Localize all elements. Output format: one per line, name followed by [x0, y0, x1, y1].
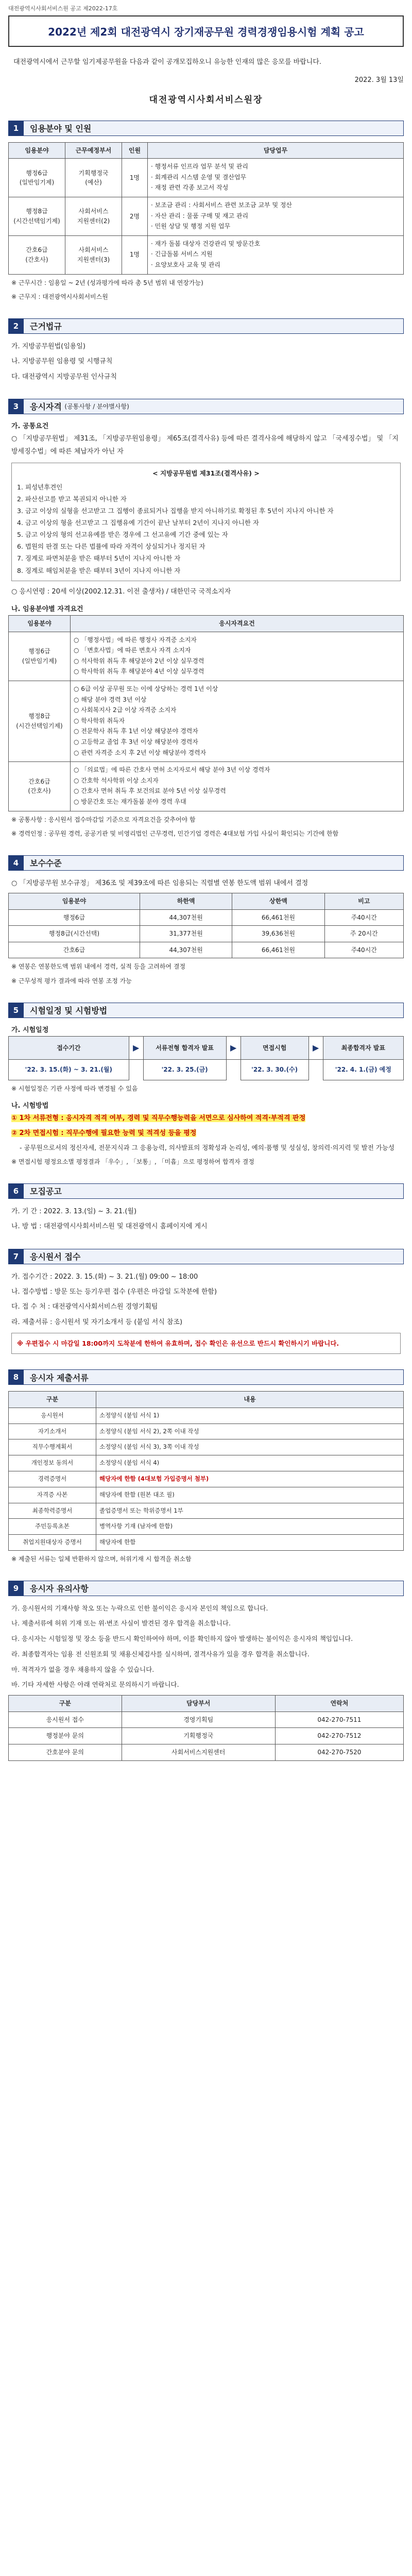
duty-item: · 보조금 관리 : 사회서비스 관련 보조금 교부 및 정산	[151, 201, 293, 209]
box-item: 7. 징계로 파면처분을 받은 때부터 5년이 지나지 아니한 자	[17, 554, 181, 563]
req-item: ○ 해당 분야 경력 3년 이상	[74, 696, 147, 703]
req-list	[71, 681, 404, 761]
section-number: 4	[8, 855, 24, 871]
position-field: 행정8급 (시간선택임기제)	[9, 197, 65, 236]
doc-desc: 해당자에 한함	[96, 1535, 404, 1551]
contact-phone: 042-270-7511	[275, 1711, 403, 1728]
salary-note: 주40시간	[324, 909, 403, 926]
salary-field: 행정8급(시간선택)	[9, 926, 140, 942]
doc-desc: 소정양식 (붙임 서식 3), 3쪽 이내 작성	[96, 1439, 404, 1455]
documents-table	[8, 1391, 404, 1551]
section-6-header	[8, 1183, 404, 1199]
req-item: ○ 고등학교 졸업 후 3년 이상 해당분야 경력자	[74, 738, 198, 745]
table-row	[9, 1519, 404, 1535]
req-item: ○ 관련 자격증 소지 후 2년 이상 해당분야 경력자	[74, 749, 207, 756]
table-header: 임용분야	[9, 893, 140, 910]
position-dept: 기획행정국 (예산)	[65, 159, 122, 197]
contact-phone: 042-270-7512	[275, 1728, 403, 1744]
position-count: 1명	[122, 159, 148, 197]
contact-type: 행정분야 문의	[9, 1728, 122, 1744]
duty-item: · 요양보호사 교육 및 관리	[151, 261, 220, 269]
section-3-header	[8, 399, 404, 414]
salary-high: 66,461천원	[232, 909, 324, 926]
table-row	[9, 1503, 404, 1519]
box-item: 2. 파산선고를 받고 복권되지 아니한 자	[17, 495, 127, 503]
caution-item: 바. 기타 자세한 사항은 아래 연락처로 문의하시기 바랍니다.	[11, 1681, 179, 1689]
req-item: ○ 학사학위 취득자	[74, 717, 125, 724]
doc-name: 최종학력증명서	[9, 1503, 96, 1519]
application-item: 나. 접수방법 : 방문 또는 등기우편 접수 (우편은 마감일 도착분에 한함)	[11, 1288, 217, 1296]
contact-type: 응시원서 접수	[9, 1711, 122, 1728]
table-header: 응시자격요건	[71, 616, 404, 632]
table-row	[9, 909, 404, 926]
box-item: 4. 금고 이상의 형을 선고받고 그 집행유예 기간이 끝난 날부터 2년이 지나지 아니한 자	[17, 519, 260, 527]
section-note: ※ 면접시험 평정요소별 평정결과 「우수」, 「보통」, 「미흡」으로 평정하여 합격자 결정	[11, 1158, 254, 1166]
section-number: 2	[8, 318, 24, 334]
salary-note: 주40시간	[324, 942, 403, 958]
arrow-icon: ▶	[226, 1036, 241, 1060]
doc-desc: 해당자에 한함 (4대보험 가입증명서 첨부)	[96, 1471, 404, 1487]
contact-phone: 042-270-7520	[275, 1744, 403, 1760]
section-title: 응시자 유의사항	[24, 1581, 404, 1596]
doc-name: 주민등록초본	[9, 1519, 96, 1535]
table-row	[9, 762, 404, 811]
section-number: 9	[8, 1581, 24, 1596]
section-title	[24, 399, 404, 414]
salary-low: 44,307천원	[140, 909, 232, 926]
salary-high: 39,636천원	[232, 926, 324, 942]
table-header: 면접시험	[241, 1036, 308, 1060]
table-header: 접수기간	[9, 1036, 129, 1060]
schedule-date: '22. 3. 15.(화) ~ 3. 21.(월)	[9, 1060, 129, 1080]
table-header: 담당업무	[148, 142, 404, 159]
announcement-item: 나. 방 법 : 대전광역시사회서비스원 및 대전광역시 홈페이지에 게시	[11, 1223, 208, 1231]
section-number: 1	[8, 121, 24, 136]
req-item: ○ 「행정사법」에 따른 행정사 자격증 소지자	[74, 636, 197, 643]
issuing-organization: 대전광역시사회서비스원장	[149, 94, 263, 105]
doc-desc: 병역사항 기재 (남자에 한함)	[96, 1519, 404, 1535]
position-count: 2명	[122, 197, 148, 236]
duty-item: · 회계관리 시스템 운영 및 결산업무	[151, 173, 247, 181]
req-item: ○ 석사학위 취득 후 해당분야 2년 이상 실무경력	[74, 657, 204, 665]
section-1-header	[8, 121, 404, 136]
contact-dept: 기획행정국	[122, 1728, 275, 1744]
section-note: ※ 시험일정은 기관 사정에 따라 변경될 수 있음	[11, 1084, 138, 1092]
position-field: 행정6급 (일반임기제)	[9, 159, 65, 197]
box-item: 5. 금고 이상의 형의 선고유예를 받은 경우에 그 선고유예 기간 중에 있는 자	[17, 531, 228, 539]
doc-desc: 소정양식 (붙임 서식 1)	[96, 1408, 404, 1423]
req-list	[71, 632, 404, 681]
table-row	[9, 926, 404, 942]
table-row	[9, 1744, 404, 1760]
section-title: 보수수준	[24, 855, 404, 871]
table-header: 비고	[324, 893, 403, 910]
exam-method-item	[11, 1112, 404, 1125]
notice-title: 2022년 제2회 대전광역시 장기재공무원 경력경쟁임용시험 계획 공고	[8, 15, 404, 47]
table-row	[9, 1535, 404, 1551]
req-item: ○ 간호학 석사학위 이상 소지자	[74, 776, 159, 784]
req-item: ○ 학사학위 취득 후 해당분야 4년 이상 실무경력	[74, 668, 204, 675]
section-note: ※ 연봉은 연봉한도액 범위 내에서 경력, 실적 등을 고려하여 결정	[11, 963, 186, 971]
section-title: 응시원서 접수	[24, 1249, 404, 1264]
schedule-date: '22. 3. 30.(수)	[241, 1060, 308, 1080]
table-header: 최종합격자 발표	[323, 1036, 403, 1060]
box-item: 3. 금고 이상의 실형을 선고받고 그 집행이 종료되거나 집행을 받지 아니하기로 확정된 후 5년이 지나지 아니한 자	[17, 506, 334, 515]
exam-method-detail: - 공무원으로서의 정신자세, 전문지식과 그 응용능력, 의사발표의 정확성과 논리성, 예의·품행 및 성실성, 창의력·의지력 및 발전 가능성	[20, 1144, 394, 1152]
caution-item: 가. 응시원서의 기재사항 착오 또는 누락으로 인한 불이익은 응시자 본인의 책임으로 합니다.	[11, 1604, 268, 1612]
announcement-item: 가. 기 간 : 2022. 3. 13.(일) ~ 3. 21.(월)	[11, 1207, 137, 1215]
table-header: 구분	[9, 1696, 122, 1712]
schedule-date: '22. 4. 1.(금) 예정	[323, 1060, 403, 1080]
doc-name: 취업지원대상자 증명서	[9, 1535, 96, 1551]
req-item: ○ 방문간호 또는 재가돌봄 분야 경력 우대	[74, 798, 186, 805]
req-field: 행정8급 (시간선택임기제)	[9, 681, 71, 761]
caution-item: 나. 제출서류에 허위 기재 또는 위·변조 사실이 발견된 경우 합격을 취소합니다.	[11, 1619, 231, 1628]
table-header: 임용분야	[9, 616, 71, 632]
intro-text: 대전광역시에서 근무할 임기제공무원을 다음과 같이 공개모집하오니 유능한 인재의 많은 응모를 바랍니다.	[13, 58, 322, 66]
table-row	[9, 681, 404, 761]
doc-desc: 소정양식 (붙임 서식 4)	[96, 1455, 404, 1471]
table-header: 근무예정부서	[65, 142, 122, 159]
caution-item: 라. 최종합격자는 임용 전 신원조회 및 채용신체검사를 실시하며, 결격사유가 있을 경우 합격을 취소합니다.	[11, 1650, 310, 1658]
section-2-header	[8, 318, 404, 334]
position-count: 1명	[122, 235, 148, 274]
section-9-header	[8, 1581, 404, 1596]
box-item: 1. 피성년후견인	[17, 483, 63, 491]
schedule-table	[8, 1036, 404, 1080]
doc-desc: 해당자에 한함 (원본 대조 필)	[96, 1487, 404, 1503]
table-header: 내용	[96, 1392, 404, 1408]
section-note: ※ 제출된 서류는 일체 반환하지 않으며, 허위기재 시 합격을 취소함	[11, 1555, 192, 1563]
notice-number: 대전광역시사회서비스원 공고 제2022-17호	[8, 5, 118, 12]
contact-dept: 사회서비스지원센터	[122, 1744, 275, 1760]
table-row	[9, 632, 404, 681]
highlighted-text: ① 1차 서류전형 : 응시자격 적격 여부, 경력 및 직무수행능력을 서면으로 심사하여 적격·부적격 판정	[11, 1114, 306, 1122]
table-row	[9, 159, 404, 197]
section-4-header	[8, 855, 404, 871]
position-field: 간호6급 (간호사)	[9, 235, 65, 274]
table-header: 임용분야	[9, 142, 65, 159]
requirements-table	[8, 615, 404, 811]
salary-field: 행정6급	[9, 909, 140, 926]
arrow-icon: ▶	[129, 1036, 143, 1060]
position-duties	[148, 159, 404, 197]
application-item: 가. 접수기간 : 2022. 3. 15.(화) ~ 3. 21.(월) 09:00 ~ 18:00	[11, 1273, 198, 1281]
section-title: 임용분야 및 인원	[24, 121, 404, 136]
doc-name: 자격증 사본	[9, 1487, 96, 1503]
law-item: 가. 지방공무원법(임용일)	[11, 342, 85, 350]
application-warning-box: ※ 우편접수 시 마감일 18:00까지 도착분에 한하여 유효하며, 접수 확인은 유선으로 반드시 확인하시기 바랍니다.	[11, 1333, 401, 1354]
duty-item: · 자산 관리 : 물품 구매 및 재고 관리	[151, 212, 249, 219]
salary-note: 주 20시간	[324, 926, 403, 942]
req-field: 행정6급 (일반임기제)	[9, 632, 71, 681]
section-note: ※ 근무시간 : 임용일 ~ 2년 (성과평가에 따라 총 5년 범위 내 연장가능)	[11, 279, 203, 286]
table-row	[9, 1487, 404, 1503]
table-row	[9, 1408, 404, 1423]
doc-name: 경력증명서	[9, 1471, 96, 1487]
table-row	[9, 1455, 404, 1471]
doc-desc: 졸업증명서 또는 학위증명서 1부	[96, 1503, 404, 1519]
req-item: ○ 전문학사 취득 후 1년 이상 해당분야 경력자	[74, 727, 198, 735]
table-header: 구분	[9, 1392, 96, 1408]
subsection-title: 가. 공통요건	[11, 422, 49, 430]
position-dept: 사회서비스 지원센터(3)	[65, 235, 122, 274]
section-5-header	[8, 1003, 404, 1018]
application-item: 라. 제출서류 : 응시원서 및 자기소개서 등 (붙임 서식 참조)	[11, 1318, 183, 1326]
table-row	[9, 942, 404, 958]
table-row	[9, 235, 404, 274]
contact-dept: 경영기획팀	[122, 1711, 275, 1728]
salary-table	[8, 893, 404, 958]
table-row	[9, 1471, 404, 1487]
age-requirement: ○ 응시연령 : 20세 이상(2002.12.31. 이전 출생자) / 대한민국 국적소지자	[11, 587, 231, 596]
table-row	[9, 1728, 404, 1744]
law-item: 다. 대전광역시 지방공무원 인사규칙	[11, 372, 117, 381]
salary-text: ○ 「지방공무원 보수규정」 제36조 및 제39조에 따른 임용되는 직렬별 연봉 한도액 범위 내에서 결정	[11, 879, 308, 887]
table-row	[9, 1711, 404, 1728]
position-dept: 사회서비스 지원센터(2)	[65, 197, 122, 236]
section-title: 응시자 제출서류	[24, 1369, 404, 1385]
contact-table	[8, 1695, 404, 1760]
duty-item: · 행정서류 인프라 업무 분석 및 관리	[151, 163, 248, 171]
subsection-title: 나. 시험방법	[11, 1101, 49, 1110]
position-duties	[148, 197, 404, 236]
position-duties	[148, 235, 404, 274]
salary-field: 간호6급	[9, 942, 140, 958]
table-header: 하한액	[140, 893, 232, 910]
exam-method-item	[11, 1127, 404, 1140]
section-title: 모집공고	[24, 1183, 404, 1199]
duty-item: · 재가 돌봄 대상자 건강관리 및 방문간호	[151, 240, 261, 247]
req-item: ○ 「의료법」에 따른 간호사 면허 소지자로서 해당 분야 3년 이상 경력자	[74, 766, 270, 774]
section-note: ※ 공통사항 : 응시원서 접수마감일 기준으로 자격요건을 갖추어야 함	[11, 816, 196, 823]
duty-item: · 긴급돌봄 서비스 지원	[151, 250, 213, 258]
section-8-header	[8, 1369, 404, 1385]
req-item: ○ 간호사 면허 취득 후 보건의료 분야 5년 이상 실무경력	[74, 787, 226, 795]
section-number: 8	[8, 1369, 24, 1385]
table-header: 담당부서	[122, 1696, 275, 1712]
req-item: ○ 사회복지사 2급 이상 자격증 소지자	[74, 706, 177, 714]
highlighted-text: ② 2차 면접시험 : 직무수행에 필요한 능력 및 적격성 등을 평정	[11, 1129, 197, 1137]
table-row	[9, 1060, 404, 1080]
box-title: < 지방공무원법 제31조(결격사유) >	[152, 469, 260, 477]
disqualification-box	[11, 463, 401, 581]
req-field: 간호6급 (간호사)	[9, 762, 71, 811]
doc-name: 자기소개서	[9, 1423, 96, 1439]
table-header: 인원	[122, 142, 148, 159]
notice-date: 2022. 3월 13일	[354, 76, 404, 84]
caution-item: 다. 응시자는 시험일정 및 장소 등을 반드시 확인하여야 하며, 이를 확인하지 않아 발생하는 불이익은 응시자의 책임입니다.	[11, 1635, 353, 1643]
section-title: 근거법규	[24, 318, 404, 334]
section-note: ※ 경력인정 : 공무원 경력, 공공기관 및 비영리법인 근무경력, 민간기업 경력은 4대보험 가입 사실이 확인되는 기간에 한함	[11, 830, 339, 838]
doc-name: 개인정보 동의서	[9, 1455, 96, 1471]
req-item: ○ 「변호사법」에 따른 변호사 자격 소지자	[74, 647, 191, 654]
salary-high: 66,461천원	[232, 942, 324, 958]
table-header: 상한액	[232, 893, 324, 910]
law-item: 나. 지방공무원 임용령 및 시행규칙	[11, 358, 113, 366]
subsection-title: 나. 임용분야별 자격요건	[11, 605, 83, 613]
eligibility-text: ○ 「지방공무원법」 제31조, 「지방공무원임용령」 제65조(결격사유) 등에 따른 결격사유에 해당하지 않고 「국세징수법」 및 「지방세징수법」에 따른 체납자가 아닌 자	[11, 434, 399, 456]
section-note: ※ 근무지 : 대전광역시사회서비스원	[11, 293, 108, 301]
contact-type: 간호분야 문의	[9, 1744, 122, 1760]
table-header: 서류전형 합격자 발표	[143, 1036, 226, 1060]
caution-item: 마. 적격자가 없을 경우 채용하지 않을 수 있습니다.	[11, 1665, 154, 1673]
section-number: 6	[8, 1183, 24, 1199]
duty-item: · 재정 관련 각종 보고서 작성	[151, 184, 229, 192]
doc-desc: 소정양식 (붙임 서식 2), 2쪽 이내 작성	[96, 1423, 404, 1439]
req-item: ○ 6급 이상 공무원 또는 이에 상당하는 경력 1년 이상	[74, 685, 218, 692]
table-row	[9, 1423, 404, 1439]
positions-table	[8, 142, 404, 275]
salary-low: 44,307천원	[140, 942, 232, 958]
section-number: 5	[8, 1003, 24, 1018]
section-title-text: 응시자격	[30, 402, 62, 412]
box-item: 8. 징계로 해임처분을 받은 때부터 3년이 지나지 아니한 자	[17, 566, 181, 574]
table-header: 연락처	[275, 1696, 403, 1712]
table-row	[9, 197, 404, 236]
section-number: 3	[8, 399, 24, 414]
section-7-header	[8, 1249, 404, 1264]
subsection-title: 가. 시험일정	[11, 1026, 49, 1034]
doc-name: 직무수행계획서	[9, 1439, 96, 1455]
doc-name: 응시원서	[9, 1408, 96, 1423]
salary-low: 31,377천원	[140, 926, 232, 942]
section-note: ※ 근무성적 평가 결과에 따라 연봉 조정 가능	[11, 977, 132, 985]
section-title-suffix: (공통사항 / 분야별사항)	[64, 403, 129, 411]
req-list	[71, 762, 404, 811]
arrow-icon: ▶	[308, 1036, 323, 1060]
schedule-date: '22. 3. 25.(금)	[143, 1060, 226, 1080]
table-row	[9, 1439, 404, 1455]
box-item: 6. 법원의 판결 또는 다른 법률에 따라 자격이 상실되거나 정지된 자	[17, 543, 205, 551]
duty-item: · 민원 상담 및 행정 지원 업무	[151, 223, 231, 230]
application-item: 다. 접 수 처 : 대전광역시사회서비스원 경영기획팀	[11, 1303, 158, 1311]
section-number: 7	[8, 1249, 24, 1264]
section-title: 시험일정 및 시험방법	[24, 1003, 404, 1018]
